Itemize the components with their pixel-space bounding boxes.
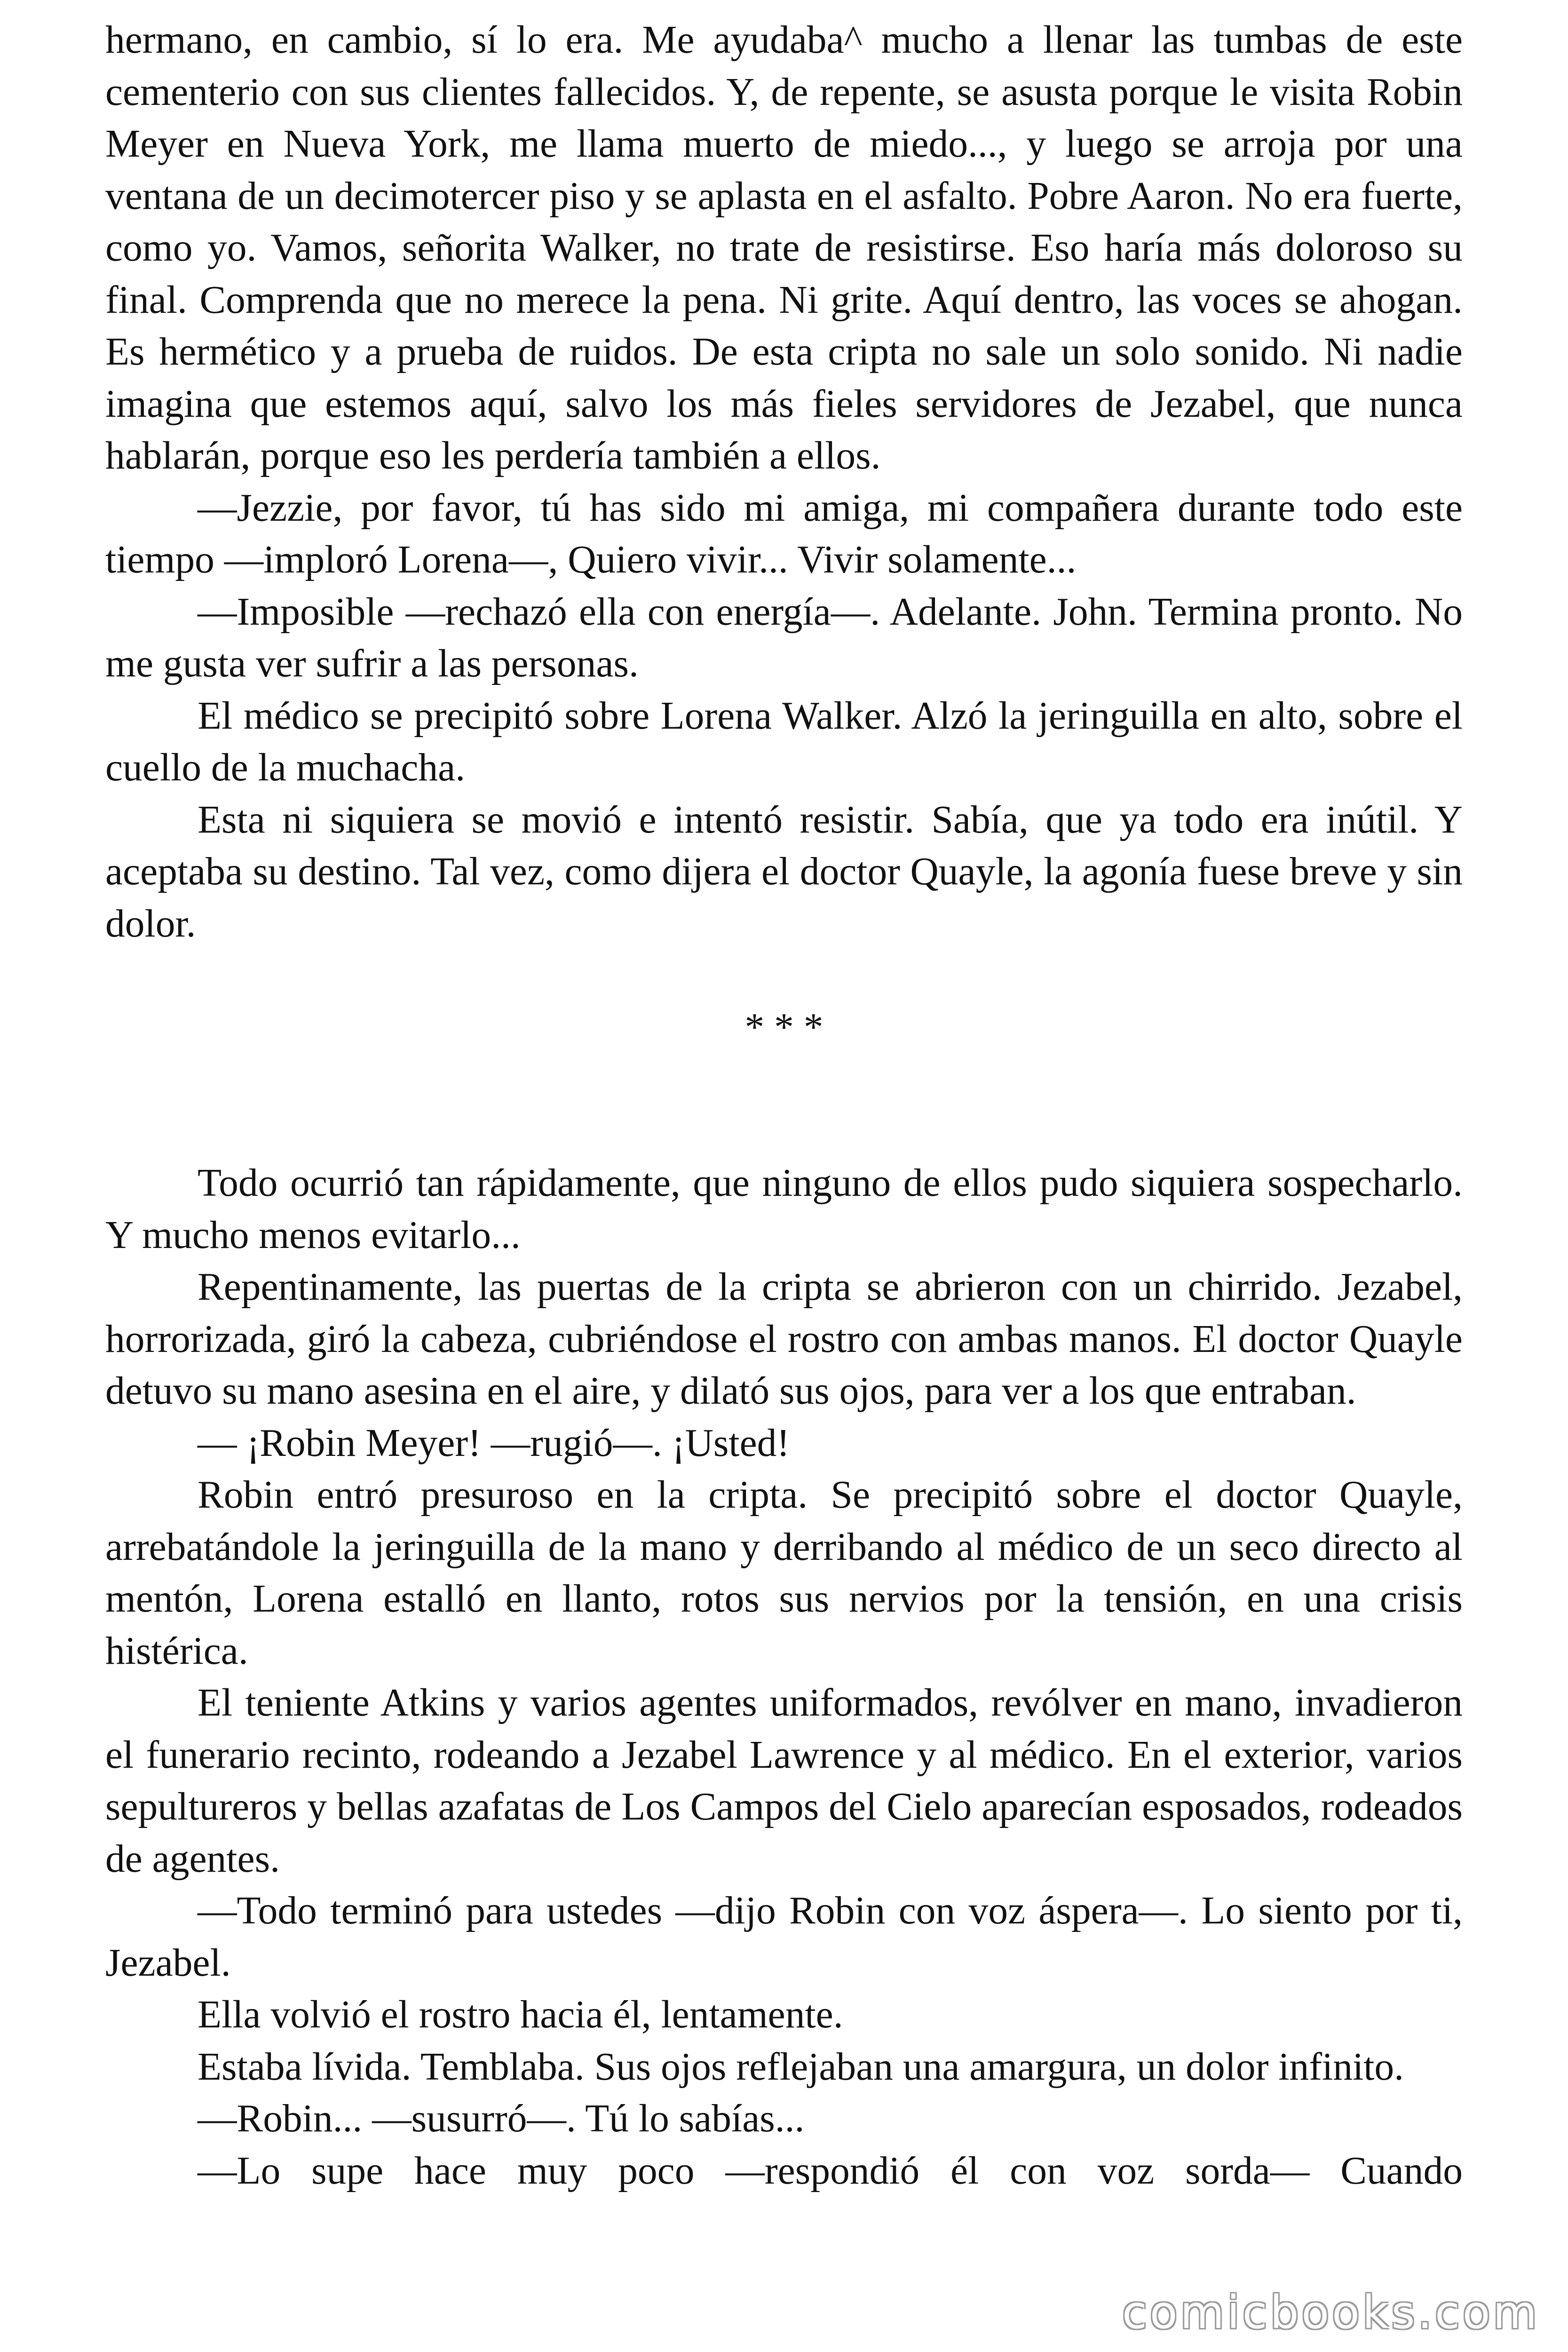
paragraph: —Todo terminó para ustedes —dijo Robin con voz áspera—. Lo siento por ti, Jezabel.: [105, 1889, 1463, 1985]
paragraph-continued: hermano, en cambio, sí lo era. Me ayudaba^ mucho a llenar las tumbas de este cementerio con sus clientes fallecidos. Y, de repente, se asusta porque le visita Robin Meyer en Nueva York, me llama muerto de miedo..., y luego se arroja por una ventana de un decimotercer piso y se aplasta en el asfalto. Pobre Aaron. No era fuerte, como yo. Vamos, señorita Walker, no trate de resistirse. Eso haría más doloroso su final. Comprenda que no merece la pena. Ni grite. Aquí dentro, las voces se ahogan. Es hermético y a prueba de ruidos. De esta cripta no sale un solo sonido. Ni nadie imagina que estemos aquí, salvo los más fieles servidores de Jezabel, que nunca hablarán, porque eso les perdería también a ellos.: [105, 18, 1463, 477]
paragraph: Robin entró presuroso en la cripta. Se precipitó sobre el doctor Quayle, arrebatándole la jeringuilla de la mano y derribando al médico de un seco directo al mentón, Lorena estalló en llanto, rotos sus nervios por la tensión, en una crisis histérica.: [105, 1473, 1463, 1673]
paragraph: Ella volvió el rostro hacia él, lentamente.: [198, 1993, 843, 2036]
paragraph: Todo ocurrió tan rápidamente, que ninguno de ellos pudo siquiera sospecharlo. Y mucho menos evitarlo...: [105, 1161, 1463, 1257]
section-gap: [105, 1054, 1463, 1157]
paragraph: — ¡Robin Meyer! —rugió—. ¡Usted!: [198, 1421, 790, 1465]
paragraph: —Jezzie, por favor, tú has sido mi amiga, mi compañera durante todo este tiempo —imploró Lorena—, Quiero vivir... Vivir solamente...: [105, 486, 1463, 581]
paragraph: El médico se precipitó sobre Lorena Walker. Alzó la jeringuilla en alto, sobre el cuello de la muchacha.: [105, 694, 1463, 789]
paragraph: Esta ni siquiera se movió e intentó resistir. Sabía, que ya todo era inútil. Y aceptaba su destino. Tal vez, como dijera el doctor Quayle, la agonía fuese breve y sin dolor.: [105, 798, 1463, 946]
book-page: [105, 14, 1463, 2197]
paragraph: —Imposible —rechazó ella con energía—. Adelante. John. Termina pronto. No me gusta ver sufrir a las personas.: [105, 590, 1463, 685]
paragraph: El teniente Atkins y varios agentes uniformados, revólver en mano, invadieron el funerario recinto, rodeando a Jezabel Lawrence y al médico. En el exterior, varios sepultureros y bellas azafatas de Los Campos del Cielo aparecían esposados, rodeados de agentes.: [105, 1681, 1463, 1881]
watermark-logo: comicbooks.com: [1122, 2286, 1540, 2339]
paragraph: Repentinamente, las puertas de la cripta se abrieron con un chirrido. Jezabel, horrorizada, giró la cabeza, cubriéndose el rostro con ambas manos. El doctor Quayle detuvo su mano asesina en el aire, y dilató sus ojos, para ver a los que entraban.: [105, 1265, 1463, 1413]
scene-separator: * * *: [744, 1006, 824, 1049]
paragraph: —Robin... —susurró—. Tú lo sabías...: [198, 2097, 805, 2140]
paragraph-last: —Lo supe hace muy poco —respondió él con voz sorda— Cuando: [198, 2149, 1463, 2193]
paragraph: Estaba lívida. Temblaba. Sus ojos reflejaban una amargura, un dolor infinito.: [198, 2045, 1404, 2089]
